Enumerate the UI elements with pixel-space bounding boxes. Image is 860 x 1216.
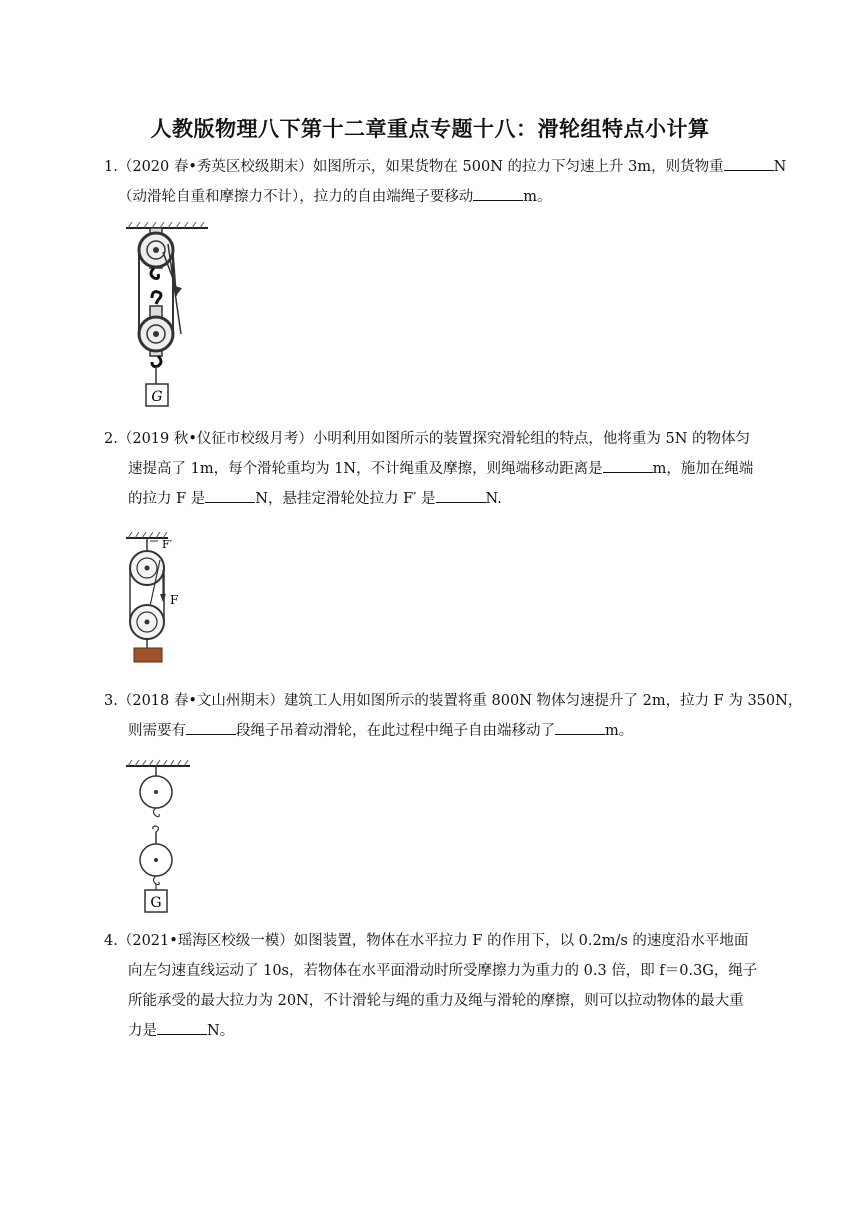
answer-blank[interactable]	[436, 488, 486, 503]
question-number: 3.	[104, 693, 118, 709]
question-1-line-2: （动滑轮自重和摩擦力不计），拉力的自由端绳子要移动 m。	[104, 182, 764, 212]
pulley-figure-3	[122, 758, 192, 918]
question-2-line-2: 速提高了 1m，每个滑轮重均为 1N，不计绳重及摩擦，则绳端移动距离是 m，施加在绳端	[104, 454, 758, 484]
answer-blank[interactable]	[724, 156, 774, 171]
answer-blank[interactable]	[603, 458, 653, 473]
question-number: 2.	[104, 431, 118, 447]
question-4	[104, 926, 758, 1046]
question-2	[104, 424, 758, 514]
question-3-line-2: 则需要有 段绳子吊着动滑轮，在此过程中绳子自由端移动了 m。	[104, 716, 758, 746]
question-2-line-1: 2.（2019 秋•仪征市校级月考）小明利用如图所示的装置探究滑轮组的特点，他将重为 5N 的物体匀	[104, 431, 751, 447]
answer-blank[interactable]	[157, 1020, 207, 1035]
question-1-line-1: 1.（2020 春•秀英区校级期末）如图所示，如果货物在 500N 的拉力下匀速上升 3m，则货物重 N	[104, 152, 764, 182]
question-4-line-1: 4.（2021•瑶海区校级一模）如图装置，物体在水平拉力 F 的作用下，以 0.2m/s 的速度沿水平地面	[104, 933, 749, 949]
question-2-line-3: 的拉力 F 是 N，悬挂定滑轮处拉力 F′ 是 N.	[104, 484, 758, 514]
weight-label: G	[151, 389, 163, 405]
answer-blank[interactable]	[473, 186, 523, 201]
answer-blank[interactable]	[555, 720, 605, 735]
question-4-line-3: 所能承受的最大拉力为 20N，不计滑轮与绳的重力及绳与滑轮的摩擦，则可以拉动物体的最大重	[128, 993, 744, 1009]
force-label-f-prime: F′	[162, 538, 173, 551]
question-4-line-4: 力是 N。	[104, 1016, 758, 1046]
question-3	[104, 686, 803, 746]
question-number: 1.	[104, 159, 118, 175]
answer-blank[interactable]	[205, 488, 255, 503]
weight-label: G	[150, 895, 162, 911]
question-1	[104, 152, 787, 212]
question-3-line-1: 3.（2018 春•文山州期末）建筑工人用如图所示的装置将重 800N 物体匀速提升了 2m，拉力 F 为 350N，	[104, 693, 803, 709]
force-label-f: F	[170, 593, 179, 607]
page-title: 人教版物理八下第十二章重点专题十八：滑轮组特点小计算	[150, 117, 710, 141]
question-number: 4.	[104, 933, 118, 949]
pulley-figure-2	[120, 532, 200, 664]
pulley-figure-1	[118, 222, 218, 414]
answer-blank[interactable]	[186, 720, 236, 735]
question-4-line-2: 向左匀速直线运动了 10s，若物体在水平面滑动时所受摩擦力为重力的 0.3 倍，即 f＝0.3G，绳子	[128, 963, 758, 979]
